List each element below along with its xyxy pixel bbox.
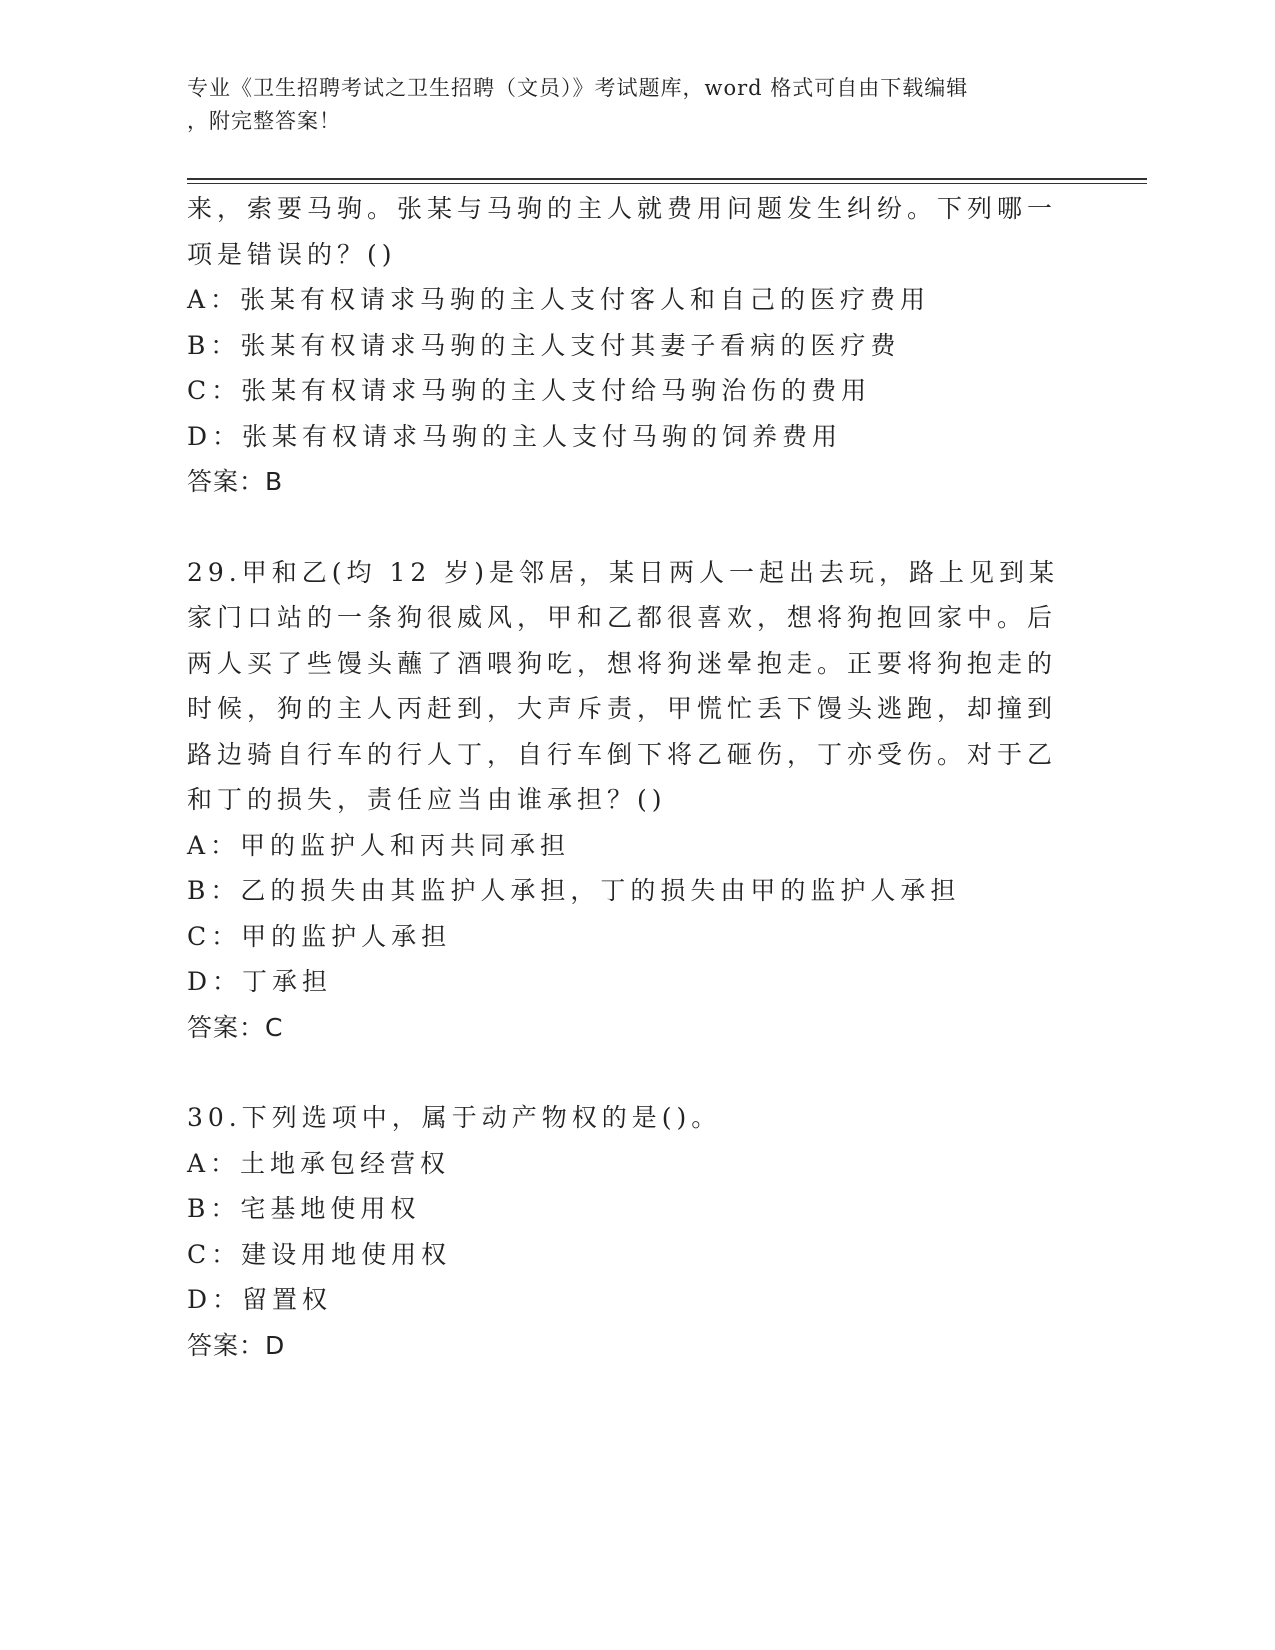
answer-line: 答案：C [187, 1012, 284, 1042]
header-divider [187, 178, 1147, 180]
header-line-2: ，附完整答案！ [187, 109, 341, 133]
document-header [187, 72, 1067, 138]
header-divider-thin [187, 183, 1147, 184]
question-text: 30.下列选项中，属于动产物权的是()。 [187, 1103, 722, 1132]
question-spacer [187, 1050, 1067, 1095]
option-c: C：甲的监护人承担 [187, 921, 452, 951]
option-a: A：甲的监护人和丙共同承担 [187, 830, 571, 860]
option-c: C：张某有权请求马驹的主人支付给马驹治伤的费用 [187, 376, 872, 405]
question-spacer [187, 505, 1067, 550]
option-a: A：土地承包经营权 [187, 1148, 451, 1178]
option-d: D：留置权 [187, 1285, 333, 1314]
option-c: C：建设用地使用权 [187, 1239, 452, 1269]
option-d: D：丁承担 [187, 967, 333, 996]
option-d: D：张某有权请求马驹的主人支付马驹的饲养费用 [187, 421, 843, 451]
header-line-1: 专业《卫生招聘考试之卫生招聘（文员）》考试题库，word 格式可自由下载编辑 [187, 76, 969, 100]
question-list [187, 186, 1067, 1368]
question-text: 来，索要马驹。张某与马驹的主人就费用问题发生纠纷。下列哪一项是错误的？() [187, 194, 1058, 269]
answer-line: 答案：D [187, 1330, 286, 1360]
option-b: B：张某有权请求马驹的主人支付其妻子看病的医疗费 [187, 330, 901, 360]
question-text: 29.甲和乙(均 12 岁)是邻居，某日两人一起出去玩，路上见到某家门口站的一条狗很威风，甲和乙都很喜欢，想将狗抱回家中。后两人买了些馒头蘸了酒喂狗吃，想将狗迷晕抱走。正要将狗抱走的时候，狗的主人丙赶到，大声斥责，甲慌忙丢下馒头逃跑，却撞到路边骑自行车的行人丁，自行车倒下将乙砸伤，丁亦受伤。对于乙和丁的损失，责任应当由谁承担？() [187, 557, 1059, 814]
answer-line: 答案：B [187, 467, 284, 496]
option-b: B：宅基地使用权 [187, 1194, 421, 1223]
question-block [187, 186, 1067, 505]
question-block [187, 1095, 1067, 1368]
option-a: A：张某有权请求马驹的主人支付客人和自己的医疗费用 [187, 285, 931, 314]
question-block [187, 550, 1067, 1051]
option-b: B：乙的损失由其监护人承担，丁的损失由甲的监护人承担 [187, 876, 961, 905]
